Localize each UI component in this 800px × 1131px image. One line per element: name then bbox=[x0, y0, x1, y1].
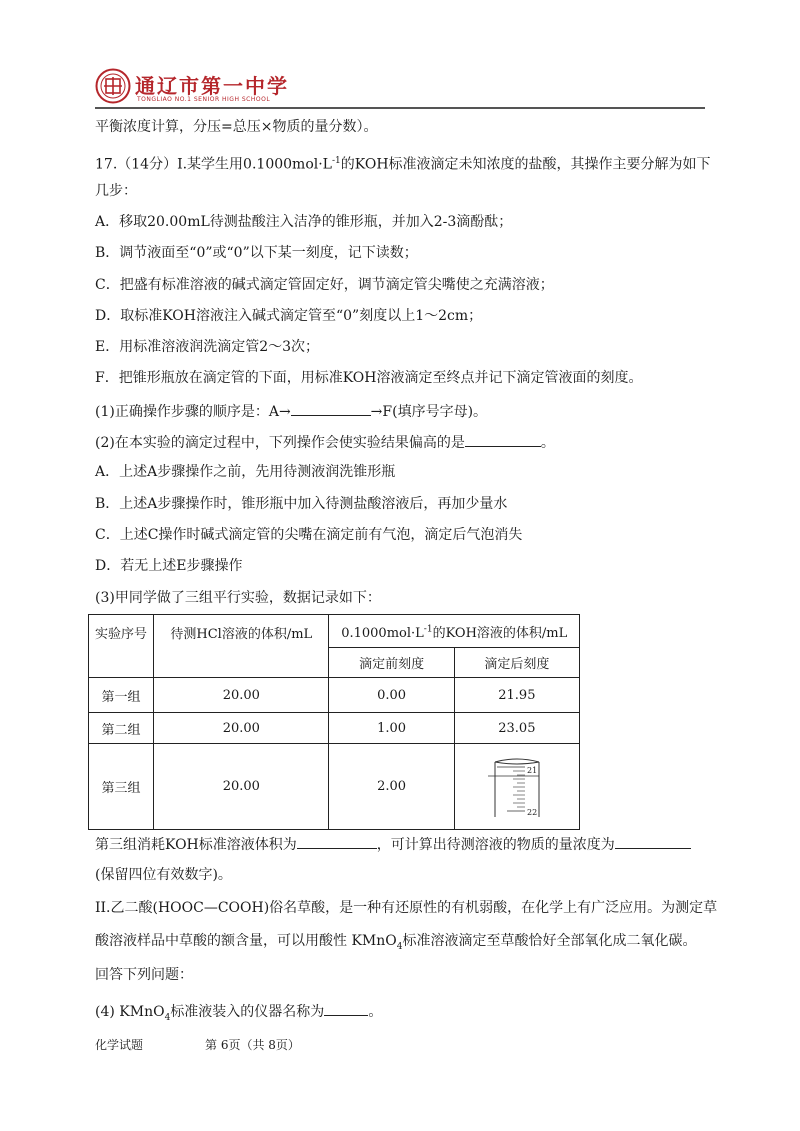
option-c: C．上述C操作时碱式滴定管的尖嘴在滴定前有气泡，滴定后气泡消失 bbox=[95, 527, 523, 543]
option-a: A．上述A步骤操作之前，先用待测液润洗锥形瓶 bbox=[95, 464, 396, 480]
text-fragment: 的KOH溶液的体积/mL bbox=[432, 625, 568, 641]
text-fragment: 。 bbox=[368, 1004, 383, 1020]
cell-hcl: 20.00 bbox=[154, 678, 329, 713]
cell-hcl: 20.00 bbox=[154, 744, 329, 830]
cell-before: 1.00 bbox=[329, 713, 454, 744]
answer-blank[interactable] bbox=[324, 1001, 368, 1016]
question-4 bbox=[95, 1001, 382, 1027]
burette-mark-top: 21 bbox=[526, 765, 538, 775]
answer-blank[interactable] bbox=[615, 834, 691, 849]
subscript: 4 bbox=[396, 941, 403, 952]
text-fragment: (2)在本实验的滴定过程中，下列操作会使实验结果偏高的是 bbox=[95, 435, 465, 451]
cell-seq: 第二组 bbox=[89, 713, 154, 744]
cell-after: 23.05 bbox=[454, 713, 579, 744]
cell-seq: 第一组 bbox=[89, 678, 154, 713]
text-fragment: 标准液装入的仪器名称为 bbox=[170, 1004, 325, 1020]
header-hcl-volume: 待测HCl溶液的体积/mL bbox=[154, 615, 329, 678]
footer-subject: 化学试题 bbox=[95, 1038, 144, 1052]
part-2-intro-cont bbox=[95, 932, 696, 956]
option-b: B．上述A步骤操作时，锥形瓶中加入待测盐酸溶液后，再加少量水 bbox=[95, 496, 508, 512]
table-row bbox=[89, 744, 580, 830]
school-logo bbox=[95, 68, 131, 104]
footer-page-number: 第 6页（共 8页） bbox=[205, 1038, 300, 1052]
option-d: D．若无上述E步骤操作 bbox=[95, 558, 243, 574]
text-fragment: 标准溶液滴定至草酸恰好全部氧化成二氧化碳。 bbox=[402, 933, 697, 949]
cell-after-burette bbox=[454, 744, 579, 830]
table-row bbox=[89, 713, 580, 744]
step-e: E．用标准溶液润洗滴定管2～3次； bbox=[95, 339, 320, 355]
answer-prompt: 回答下列问题： bbox=[95, 967, 193, 983]
header-koh-volume bbox=[329, 615, 580, 648]
superscript: -1 bbox=[331, 156, 341, 166]
text-line: (保留四位有效数字)。 bbox=[95, 867, 232, 883]
subscript: 4 bbox=[164, 1012, 171, 1023]
step-c: C．把盛有标准溶液的碱式滴定管固定好，调节滴定管尖嘴使之充满溶液； bbox=[95, 277, 554, 293]
step-b: B．调节液面至“0”或“0”以下某一刻度，记下读数； bbox=[95, 245, 418, 261]
text-fragment: →F(填序号字母)。 bbox=[370, 404, 488, 420]
answer-blank[interactable] bbox=[291, 401, 371, 416]
text-fragment: (4) KMnO bbox=[95, 1004, 165, 1020]
answer-blank[interactable] bbox=[297, 834, 377, 849]
school-name: 通辽市第一中学 bbox=[135, 74, 289, 98]
cell-before: 2.00 bbox=[329, 744, 454, 830]
question-17-intro bbox=[95, 152, 711, 174]
question-3: (3)甲同学做了三组平行实验，数据记录如下： bbox=[95, 590, 381, 606]
question-3-fill bbox=[95, 834, 691, 854]
step-f: F．把锥形瓶放在滴定管的下面，用标准KOH溶液滴定至终点并记下滴定管液面的刻度。 bbox=[95, 370, 643, 386]
text-fragment: 的KOH标准液滴定未知浓度的盐酸，其操作主要分解为如下 bbox=[340, 156, 711, 173]
part-2-intro: II.乙二酸(HOOC—COOH)俗名草酸，是一种有还原性的有机弱酸，在化学上有广泛应用。为测定草 bbox=[95, 900, 718, 916]
text-line: 几步： bbox=[95, 183, 137, 199]
burette-mark-bottom: 22 bbox=[526, 807, 538, 817]
header-seq: 实验序号 bbox=[89, 615, 154, 678]
data-table bbox=[88, 614, 580, 830]
table-header-row bbox=[89, 615, 580, 648]
page-header bbox=[95, 68, 705, 110]
cell-after: 21.95 bbox=[454, 678, 579, 713]
question-2 bbox=[95, 432, 555, 452]
text-fragment: 第三组消耗KOH标准溶液体积为 bbox=[95, 837, 297, 853]
step-d: D．取标准KOH溶液注入碱式滴定管至“0”刻度以上1～2cm； bbox=[95, 308, 483, 324]
text-fragment: 17.（14分）I.某学生用0.1000mol·L bbox=[95, 156, 332, 173]
question-1 bbox=[95, 401, 487, 421]
cell-seq: 第三组 bbox=[89, 744, 154, 830]
text-fragment: 。 bbox=[540, 435, 555, 451]
header-divider bbox=[95, 107, 705, 109]
header-after: 滴定后刻度 bbox=[454, 648, 579, 678]
superscript: -1 bbox=[423, 624, 433, 635]
text-line: 平衡浓度计算，分压=总压×物质的量分数）。 bbox=[95, 119, 378, 135]
text-fragment: 0.1000mol·L bbox=[341, 625, 424, 641]
table-row bbox=[89, 678, 580, 713]
school-name-en: TONGLIAO NO.1 SENIOR HIGH SCHOOL bbox=[137, 96, 271, 103]
text-fragment: (1)正确操作步骤的顺序是：A→ bbox=[95, 404, 291, 420]
cell-before: 0.00 bbox=[329, 678, 454, 713]
text-fragment: ，可计算出待测溶液的物质的量浓度为 bbox=[376, 837, 615, 853]
step-a: A．移取20.00mL待测盐酸注入洁净的锥形瓶，并加入2-3滴酚酞； bbox=[95, 214, 513, 230]
text-fragment: 酸溶液样品中草酸的额含量，可以用酸性 KMnO bbox=[95, 933, 397, 949]
cell-hcl: 20.00 bbox=[154, 713, 329, 744]
answer-blank[interactable] bbox=[465, 432, 541, 447]
burette-reading-figure bbox=[487, 755, 547, 819]
header-before: 滴定前刻度 bbox=[329, 648, 454, 678]
